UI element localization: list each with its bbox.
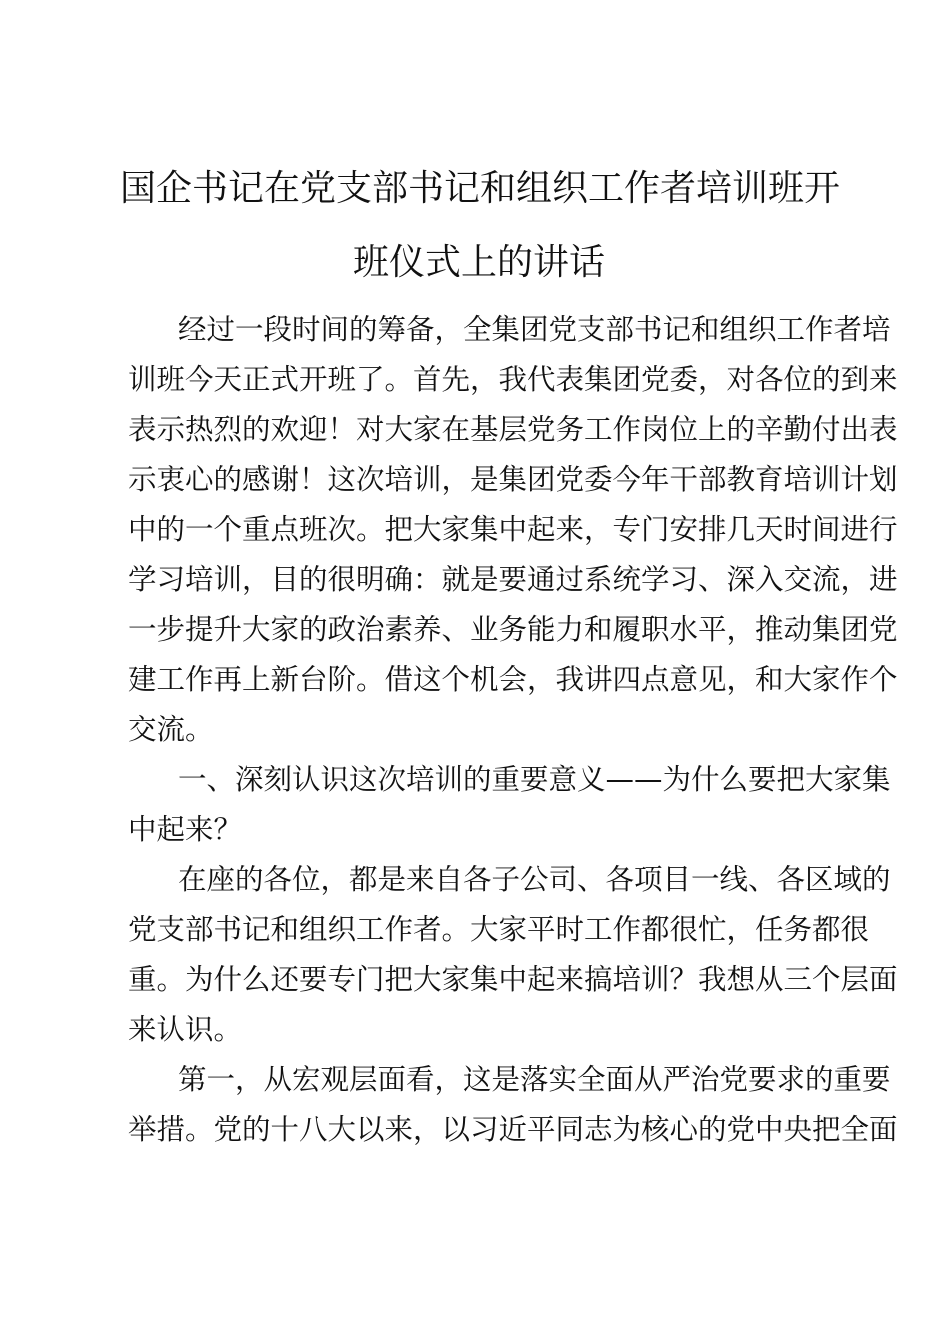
title-line: 国企书记在党支部书记和组织工作者培训班开 [120, 168, 841, 209]
text-line: 党支部书记和组织工作者。大家平时工作都很忙，任务都很 [128, 913, 870, 946]
document-body [128, 305, 898, 1155]
heading-line: 一、深刻认识这次培训的重要意义——为什么要把大家集 [178, 763, 891, 796]
text-line: 重。为什么还要专门把大家集中起来搞培训？我想从三个层面 [128, 963, 898, 996]
paragraph-first-point [128, 1055, 898, 1155]
text-line: 中的一个重点班次。把大家集中起来，专门安排几天时间进行 [128, 513, 898, 546]
text-line: 一步提升大家的政治素养、业务能力和履职水平，推动集团党 [128, 613, 898, 646]
text-line: 来认识。 [128, 1013, 243, 1046]
section-heading-1 [128, 755, 891, 855]
heading-line: 中起来？ [128, 813, 243, 846]
text-line: 学习培训，目的很明确：就是要通过系统学习、深入交流，进 [128, 563, 898, 596]
title-line: 班仪式上的讲话 [352, 242, 605, 283]
text-line: 在座的各位，都是来自各子公司、各项目一线、各区域的 [178, 863, 891, 896]
text-line: 建工作再上新台阶。借这个机会，我讲四点意见，和大家作个 [128, 663, 898, 696]
document-title [120, 152, 841, 300]
text-line: 第一，从宏观层面看，这是落实全面从严治党要求的重要 [178, 1063, 891, 1096]
text-line: 举措。党的十八大以来，以习近平同志为核心的党中央把全面 [128, 1113, 898, 1146]
text-line: 交流。 [128, 713, 214, 746]
text-line: 经过一段时间的筹备，全集团党支部书记和组织工作者培 [178, 313, 891, 346]
text-line: 训班今天正式开班了。首先，我代表集团党委，对各位的到来 [128, 363, 898, 396]
text-line: 表示热烈的欢迎！对大家在基层党务工作岗位上的辛勤付出表 [128, 413, 898, 446]
text-line: 示衷心的感谢！这次培训，是集团党委今年干部教育培训计划 [128, 463, 898, 496]
paragraph-opening [128, 305, 898, 755]
paragraph-why-gather [128, 855, 898, 1055]
